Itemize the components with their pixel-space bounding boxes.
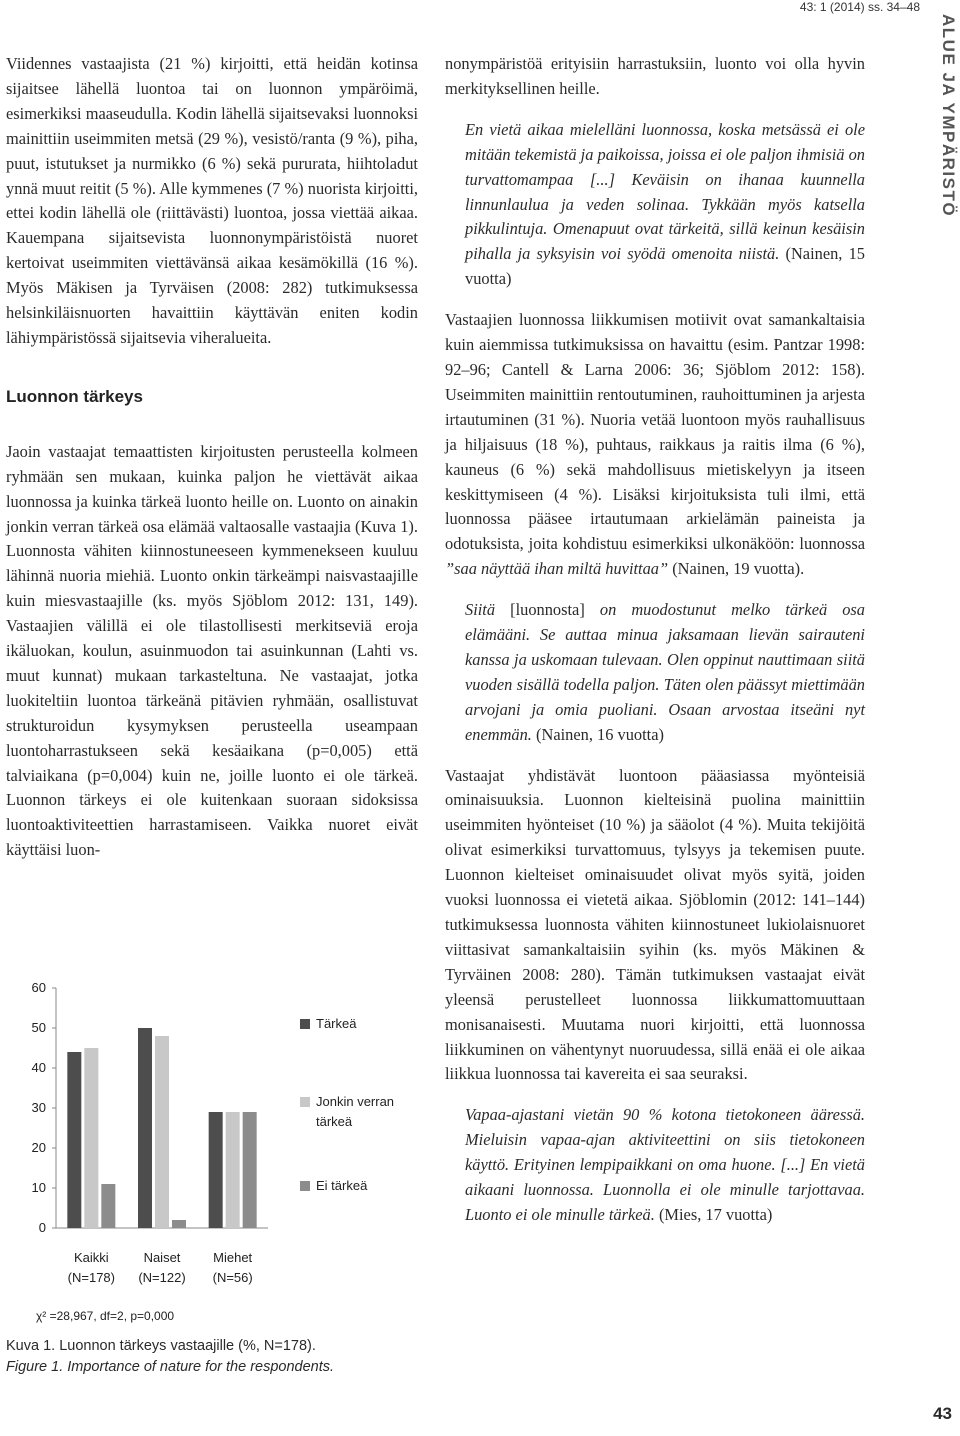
paragraph: Viidennes vastaajista (21 %) kirjoitti, että heidän kotinsa sijaitsee lähellä luontoa tai on luonnon ympäröimä, esimerkiksi maaseudulla. Kodin lähellä sijaitsevaksi luonnoksi mainittiin useimmiten metsä (29 %), vesistö/ranta (9 %), piha, puut, istutukset ja nurmikko (6 %) sekä pururata, hiihtoladut ynnä muut reitit (5 %). Alle kymmenes (7 %) nuorista kirjoitti, ettei kodin lähellä ole (riittävästi) luontoa, jossa viettää aikaa. Kauempana sijaitsevista luonnonympäristöistä nuoret kertoivat useimmiten viettävänsä aikaa kesämökillä (16 %). Myös Mäkisen ja Tyrväisen (2008: 282) tutkimuksessa helsinkiläisnuorten havaittiin käyttävän eniten kodin lähiympäristössä sijaitsevia viheralueita. <box>6 54 418 347</box>
paragraph <box>445 308 865 582</box>
paragraph: Vastaajat yhdistävät luontoon pääasiassa myönteisiä ominaisuuksia. Luonnon kielteisinä puolina mainittiin useimmiten hyönteiset (10 %) ja sääolot (4 %). Muita tekijöitä olivat esimerkiksi turvattomuus, tylsyys ja tekemisen puute. Luonnon kielteiset ominaisuudet olivat myös syitä, joiden vuoksi luonnossa ei vietetä aikaa. Sjöblomin (2012: 141–144) tutkimuksessa luonnosta vähiten kiinnostuneet lukiolaisnuoret viittasivat samankaltaisiin syihin (ks. myös Mäkinen & Tyrväinen 2008: 280). Tämän tutkimuksen vastaajat eivät yleensä perustelleet luonnossa liikkumattomuuttaan monisanaisesti. Muutama nuori kirjoitti, että luonnossa liikkuminen on vähentynyt nuoruudessa, sillä enää ei ole aikaa liikkua luonnossa tai kavereita ei saa seuraksi. <box>445 765 865 1084</box>
y-tick-label: 20 <box>31 1140 46 1155</box>
x-tick-label: (N=178) <box>67 1270 115 1285</box>
bar <box>138 1028 152 1228</box>
quote-source: (Nainen, 19 vuotta). <box>672 559 805 579</box>
right-column <box>445 52 865 1244</box>
quote-bracket: [luonnosta] <box>510 600 585 620</box>
bar <box>209 1112 223 1228</box>
bar <box>67 1052 81 1228</box>
legend-swatch <box>300 1181 310 1191</box>
y-tick-label: 60 <box>31 980 46 995</box>
section-heading: Luonnon tärkeys <box>6 386 143 406</box>
caption-en: Figure 1. Importance of nature for the respondents. <box>6 1359 335 1375</box>
quote-source: (Nainen, 16 vuotta) <box>536 724 664 744</box>
chi-square-note: χ² =28,967, df=2, p=0,000 <box>36 1309 175 1323</box>
legend-label: Ei tärkeä <box>316 1178 368 1193</box>
inline-quote: ”saa näyttää ihan miltä huvittaa” <box>445 559 669 579</box>
paragraph-text: Vastaajien luonnossa liikkumisen motiivit ovat samankaltaisia kuin aiemmissa tutkimuksissa on havaittu (esim. Pantzar 1998: 92–96; Cantell & Larna 2006: 36; Sjöblom 2012: 158). Useimmiten mainittiin rentoutuminen, rauhoittuminen ja arjesta irtautuminen (31 %). Nuoria vetää luontoon myös rauhallisuus ja hiljaisuus (18 %), puhtaus, raikkaus ja raitis ilma (6 %), kauneus (6 %) sekä mahdollisuus mietiskelyyn ja itseen keskittymiseen (4 %). Lisäksi kirjoituksista tuli ilmi, että luonnossa pääsee irtautumaan arkielämän paineista ja odotuksista, joita kohdistuu esimerkiksi ulkonäköön: luonnossa <box>445 310 865 554</box>
x-tick-label: (N=56) <box>212 1270 253 1285</box>
bar <box>226 1112 240 1228</box>
quote-source: (Nainen, 15 vuotta) <box>465 244 865 289</box>
quote <box>465 598 865 747</box>
bar <box>243 1112 257 1228</box>
legend-label: Jonkin verran <box>316 1094 395 1109</box>
legend-swatch <box>300 1019 310 1029</box>
legend-swatch <box>300 1097 310 1107</box>
quote <box>465 1103 865 1228</box>
y-tick-label: 30 <box>31 1100 46 1115</box>
quote-source: (Mies, 17 vuotta) <box>658 1204 773 1224</box>
y-tick-label: 0 <box>38 1220 46 1235</box>
y-tick-label: 40 <box>31 1060 46 1075</box>
bar <box>172 1220 186 1228</box>
quote <box>465 118 865 292</box>
x-tick-label: Naiset <box>143 1250 181 1265</box>
running-head: 43: 1 (2014) ss. 34–48 <box>799 0 920 14</box>
importance-bar-chart <box>6 968 416 1328</box>
quote-text: on muodostunut melko tärkeä osa elämääni. Se auttaa minua jaksamaan lievän sairauteni kanssa ja uskomaan tulevaan. Olen oppinut nauttimaan siitä vuoden sisällä todella paljon. Täten olen päässyt miettimään arvojani ja omia puoliani. Osaan arvostaa itseäni nyt enemmän. <box>465 600 865 744</box>
y-tick-label: 10 <box>31 1180 46 1195</box>
legend-label: Tärkeä <box>316 1016 357 1031</box>
quote-text: Vapaa-ajastani vietän 90 % kotona tietokoneen ääressä. Mieluisin vapaa-ajan aktiviteettini on siis tietokoneen käyttö. Erityinen lempipaikkani on oma huone. [...] En vietä aikaani luonnossa. Luonnolla ei ole minulle tarjottavaa. Luonto ei ole minulle tärkeä. <box>465 1105 865 1224</box>
section-tab: ALUE JA YMPÄRISTÖ <box>939 14 958 218</box>
left-column <box>6 52 418 863</box>
quote-text: Siitä <box>465 600 496 620</box>
paragraph: Jaoin vastaajat temaattisten kirjoitusten perusteella kolmeen ryhmään sen mukaan, kuinka paljon he viettävät aikaa luonnossa ja kuinka tärkeä luonto heille on. Luonto on ainakin jonkin verran tärkeä osa elämää valtaosalle vastaajia (Kuva 1). Luonnosta vähiten kiinnostuneeseen kymmenekseen kuuluu lähinnä nuoria miehiä. Luonto onkin tärkeämpi naisvastaajille kuin miesvastaajille (ks. myös Sjöblom 2012: 131, 149). Vastaajien välillä ei ole tilastollisesti merkitseviä eroja ikäluokan, koulun, asuinmuodon tai asuinkunnan (Lahti vs. muut kunnat) mukaan tarkasteltuna. Ne vastaajat, jotka luokiteltiin luontoa tärkeänä pitävien ryhmään, osallistuvat strukturoidun kysymyksen perusteella useampaan luontoharrastukseen sekä kesäaikana (p=0,005) että talviaikana (p=0,004) kuin ne, joille luonto ei ole tärkeä. Luonnon tärkeys ei ole kuitenkaan suoraan sidoksissa luontoaktiviteettien harrastamiseen. Vaikka nuoret eivät käyttäisi luon- <box>6 441 418 860</box>
legend-label: tärkeä <box>316 1114 353 1129</box>
caption-fi: Kuva 1. Luonnon tärkeys vastaajille (%, N=178). <box>6 1338 316 1354</box>
x-tick-label: Kaikki <box>73 1250 109 1265</box>
x-tick-label: Miehet <box>213 1250 253 1265</box>
chart-svg <box>6 968 416 1328</box>
bar <box>84 1048 98 1228</box>
bar <box>101 1184 115 1228</box>
figure-caption <box>6 1336 426 1378</box>
quote-text: En vietä aikaa mielelläni luonnossa, koska metsässä ei ole mitään tekemistä ja paikoissa, joissa ei ole paljon ihmisiä on turvattomampaa [...] Keväisin on ihanaa kuunnella linnunlaulua ja veden solinaa. Tykkään myös katsella pikkulintuja. Omenapuut ovat tärkeitä, sillä keinun kesäisin pihalla ja syksyisin voi syödä omenoita niistä. <box>465 119 865 264</box>
x-tick-label: (N=122) <box>138 1270 186 1285</box>
y-tick-label: 50 <box>31 1020 46 1035</box>
paragraph: nonympäristöä erityisiin harrastuksiin, luonto voi olla hyvin merkityksellinen heille. <box>445 54 865 98</box>
page-number: 43 <box>933 1404 952 1423</box>
bar <box>155 1036 169 1228</box>
